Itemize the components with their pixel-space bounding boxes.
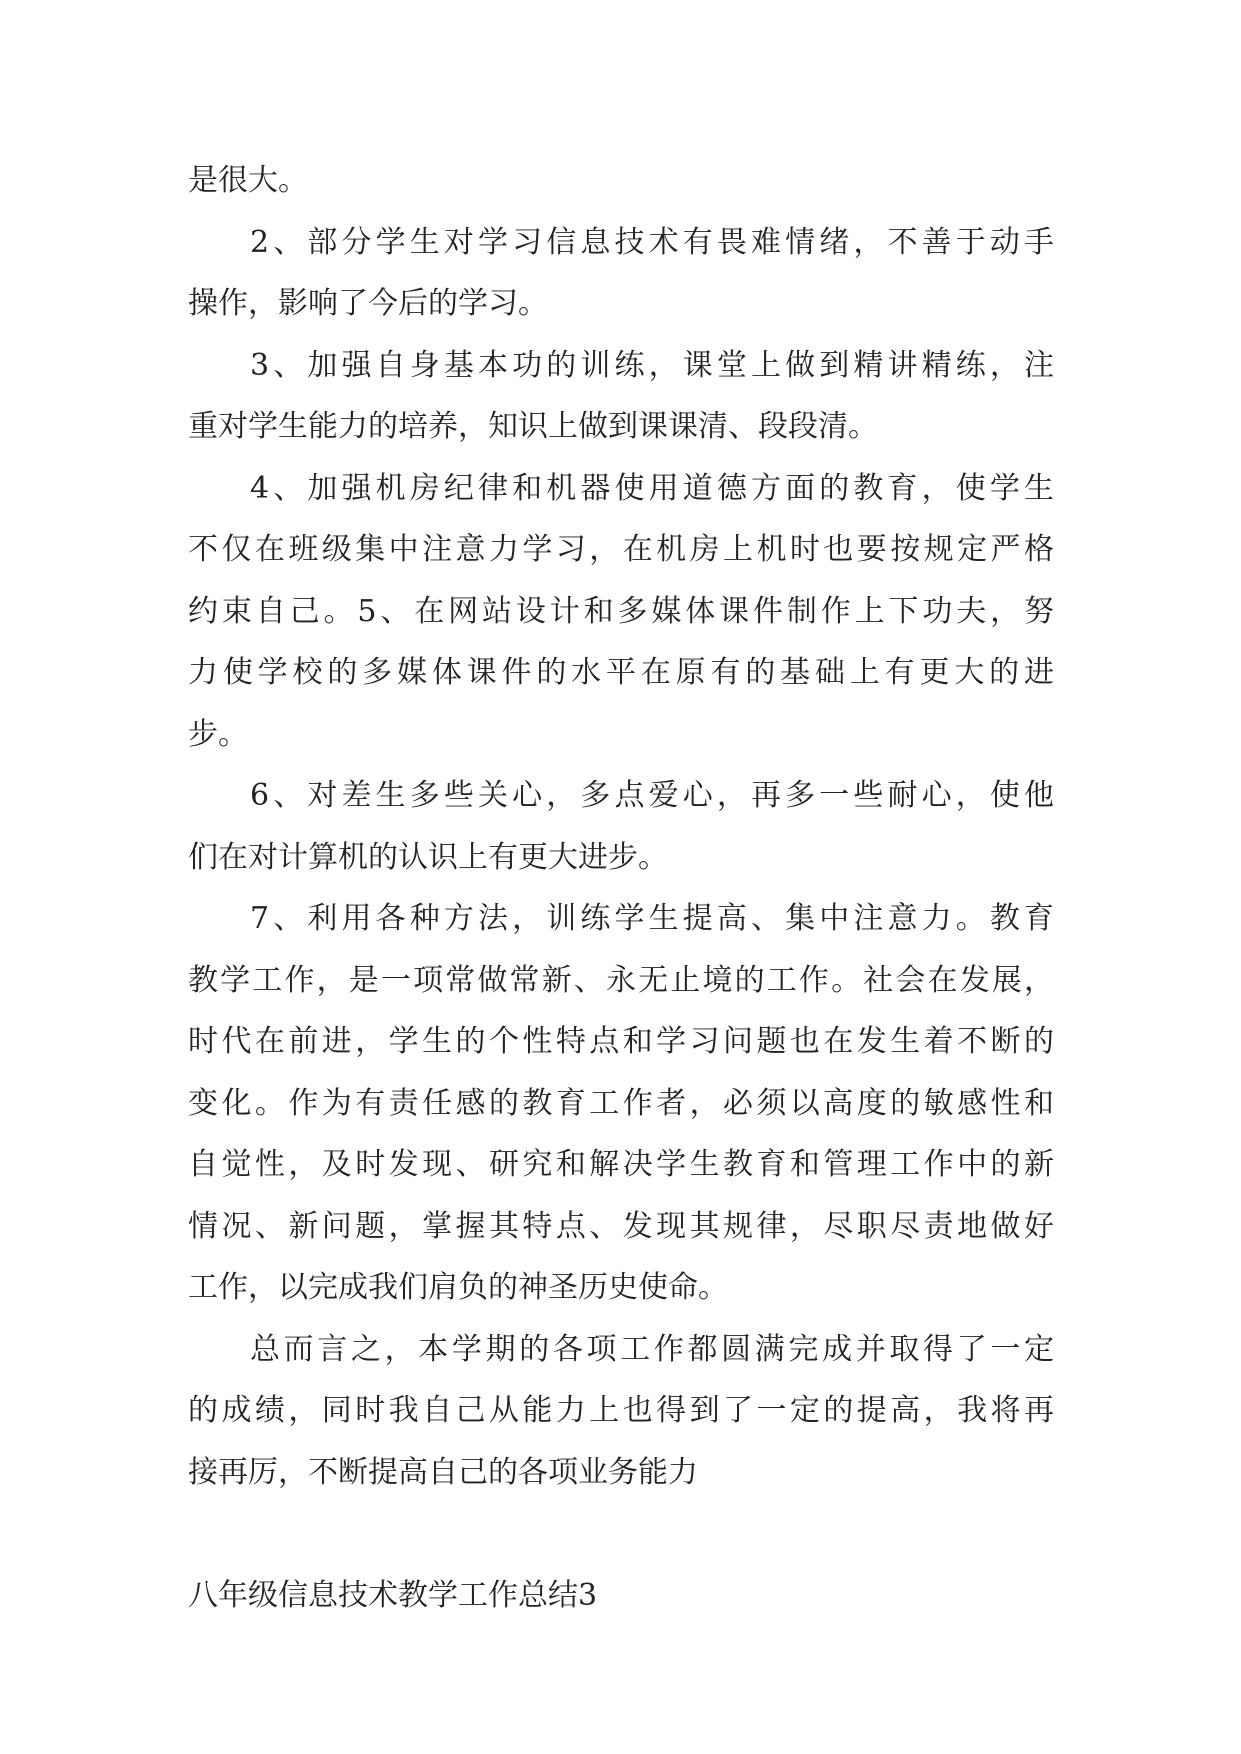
paragraph-gap	[188, 1503, 1054, 1565]
text-line: 操作，影响了今后的学习。	[188, 286, 548, 321]
text-line: 4、加强机房纪律和机器使用道德方面的教育，使学生	[250, 470, 1054, 506]
text-line: 重对学生能力的培养，知识上做到课课清、段段清。	[188, 409, 878, 444]
section-heading: 八年级信息技术教学工作总结3	[188, 1577, 598, 1613]
text-line: 的成绩，同时我自己从能力上也得到了一定的提高，我将再	[188, 1393, 1054, 1428]
text-line: 教学工作，是一项常做常新、永无止境的工作。社会在发展，	[188, 962, 1054, 998]
text-line: 力使学校的多媒体课件的水平在原有的基础上有更大的进	[188, 655, 1054, 690]
text-line: 3、加强自身基本功的训练，课堂上做到精讲精练，注	[250, 347, 1054, 383]
text-line: 时代在前进，学生的个性特点和学习问题也在发生着不断的	[188, 1024, 1054, 1059]
text-line: 情况、新问题，掌握其特点、发现其规律，尽职尽责地做好	[188, 1208, 1054, 1244]
text-line: 是很大。	[188, 163, 308, 198]
text-line: 2、部分学生对学习信息技术有畏难情绪，不善于动手	[250, 224, 1054, 260]
text-line: 步。	[188, 716, 248, 752]
text-line: 总而言之，本学期的各项工作都圆满完成并取得了一定	[250, 1331, 1054, 1367]
text-line: 变化。作为有责任感的教育工作者，必须以高度的敏感性和	[188, 1085, 1054, 1121]
text-line: 6、对差生多些关心，多点爱心，再多一些耐心，使他	[250, 778, 1054, 813]
text-line: 不仅在班级集中注意力学习，在机房上机时也要按规定严格	[188, 532, 1054, 567]
text-line: 们在对计算机的认识上有更大进步。	[188, 839, 668, 875]
text-line: 接再厉，不断提高自己的各项业务能力	[188, 1454, 698, 1490]
text-line: 工作，以完成我们肩负的神圣历史使命。	[188, 1270, 728, 1305]
text-line: 自觉性，及时发现、研究和解决学生教育和管理工作中的新	[188, 1147, 1054, 1182]
text-line: 约束自己。5、在网站设计和多媒体课件制作上下功夫，努	[188, 593, 1054, 629]
text-line: 7、利用各种方法，训练学生提高、集中注意力。教育	[250, 901, 1054, 936]
document-body	[188, 150, 1054, 1626]
